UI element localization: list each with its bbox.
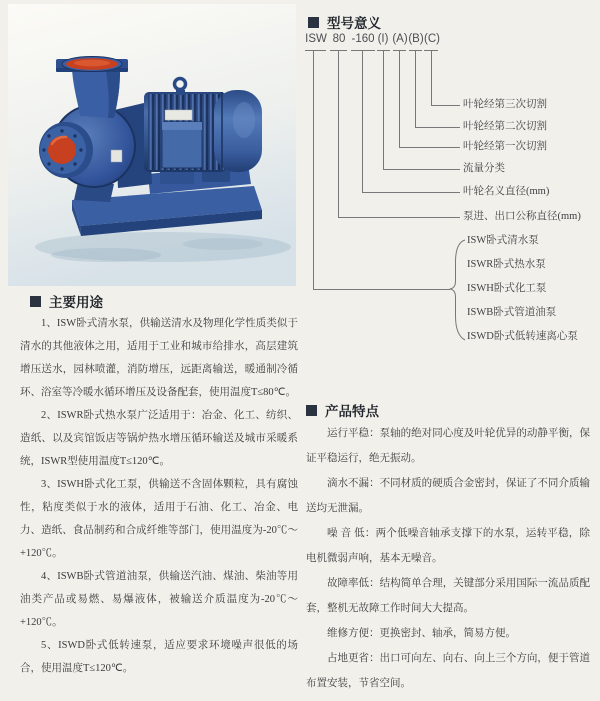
section-bullet-icon bbox=[30, 296, 41, 307]
feature-paragraph: 维修方便：更换密封、轴承，简易方便。 bbox=[327, 628, 516, 639]
feature-paragraphs bbox=[306, 421, 590, 696]
motor-body bbox=[144, 79, 262, 173]
model-diagram-label: 叶轮经第三次切割 bbox=[463, 99, 547, 110]
model-code-segment: (B) bbox=[408, 33, 424, 45]
features-section-title: 产品特点 bbox=[325, 404, 379, 419]
usage-paragraph: 5、ISWD卧式低转速泵，适应要求环境噪声很低的场合，使用温度T≤120℃。 bbox=[20, 640, 298, 674]
usage-paragraph: 1、ISW卧式清水泵，供输送清水及物理化学性质类似于清水的其他液体之用，适用于工业和城市给排水，高层建筑增压送水，园林喷灌，消防增压，远距离输送，暖通制冷循环、浴室等冷暖水循环增压及设备配套，使用温度T≤80℃。 bbox=[20, 318, 298, 398]
usage-section-title: 主要用途 bbox=[49, 295, 103, 310]
pump-photo bbox=[8, 4, 296, 286]
model-diagram-label: 叶轮经第二次切割 bbox=[463, 121, 547, 132]
model-code-segment: (I) bbox=[377, 33, 389, 45]
usage-paragraph: 3、ISWH卧式化工泵，供输送不含固体颗粒，具有腐蚀性，粘度类似于水的液体，适用于石油、化工、冶金、电力、造纸、食品制药和合成纤维等部门，使用温度为-20℃～+120℃。 bbox=[20, 479, 298, 559]
feature-paragraph: 噪 音 低：两个低噪音轴承支撑下的水泵，运转平稳，除电机微弱声响，基本无噪音。 bbox=[306, 528, 590, 564]
usage-paragraph: 2、ISWR卧式热水泵广泛适用于：冶金、化工、纺织、造纸、以及宾馆饭店等锅炉热水增压循环输送及城市采暖系统，ISWR型使用温度T≤120℃。 bbox=[20, 410, 298, 467]
pump-shadow bbox=[35, 232, 291, 262]
model-code-segment: (A) bbox=[392, 33, 408, 45]
feature-paragraph: 故障率低：结构简单合理，关键部分采用国际一流品质配套，整机无故障工作时间大大提高。 bbox=[306, 578, 590, 614]
model-diagram-label: 流量分类 bbox=[463, 163, 505, 174]
model-section-title: 型号意义 bbox=[327, 16, 381, 31]
pump-series-item: ISWD卧式低转速离心泵 bbox=[467, 331, 578, 342]
feature-paragraph: 占地更省：出口可向左、向右、向上三个方向，便于管道布置安装，节省空间。 bbox=[306, 653, 590, 689]
usage-section-header bbox=[30, 291, 103, 311]
pump-series-item: ISWR卧式热水泵 bbox=[467, 259, 546, 270]
section-bullet-icon bbox=[306, 405, 317, 416]
pump-inlet-flange bbox=[39, 122, 93, 178]
model-meaning-section bbox=[300, 0, 600, 362]
model-diagram-label: 叶轮名义直径(mm) bbox=[463, 186, 550, 197]
model-code-segment: -160 bbox=[351, 33, 375, 45]
pump-series-item: ISW卧式清水泵 bbox=[467, 235, 539, 246]
motor-nameplate bbox=[165, 110, 192, 120]
model-diagram-label: 叶轮经第一次切割 bbox=[463, 141, 547, 152]
pump-series-item: ISWB卧式管道油泵 bbox=[467, 307, 557, 318]
model-code-segment: ISW bbox=[305, 33, 327, 45]
model-code-segment: 80 bbox=[332, 33, 346, 45]
usage-paragraphs bbox=[20, 312, 298, 680]
model-code-segment: (C) bbox=[424, 33, 440, 45]
pump-series-item: ISWH卧式化工泵 bbox=[467, 283, 547, 294]
usage-paragraph: 4、ISWB卧式管道油泵，供输送汽油、煤油、柴油等用油类产品或易燃、易爆液体，被输送介质温度为-20℃～+120℃。 bbox=[20, 571, 298, 628]
feature-paragraph: 滴水不漏：不同材质的硬质合金密封，保证了不同介质输送均无泄漏。 bbox=[306, 478, 590, 514]
series-brace bbox=[450, 240, 466, 340]
model-diagram-label: 泵进、出口公称直径(mm) bbox=[463, 211, 581, 222]
feature-paragraph: 运行平稳：泵轴的绝对同心度及叶轮优异的动静平衡，保证平稳运行，绝无振动。 bbox=[306, 428, 590, 464]
features-section-header bbox=[306, 400, 379, 420]
